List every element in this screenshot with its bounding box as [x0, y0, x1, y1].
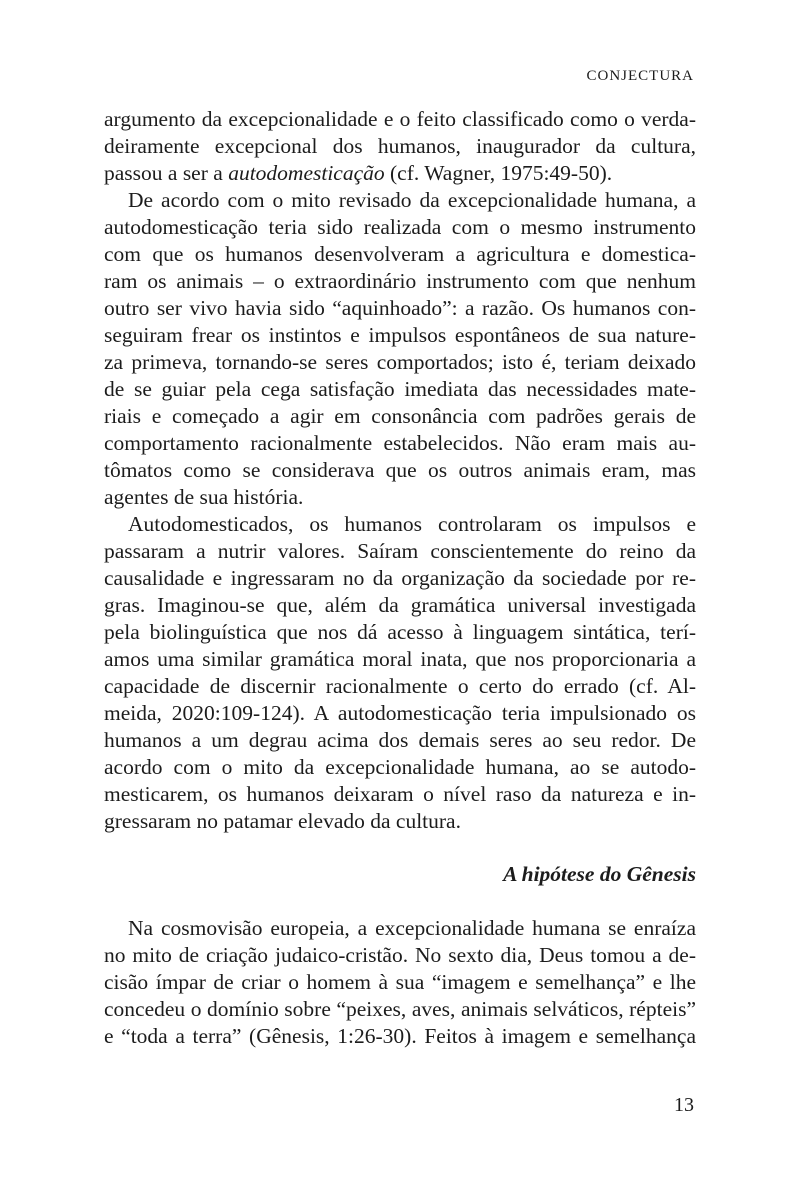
- text-line: autodomesticação teria sido realizada com o mesmo instrumento: [104, 215, 696, 239]
- text-line: gressaram no patamar elevado da cultura.: [104, 809, 461, 833]
- text-line: cisão ímpar de criar o homem à sua “imagem e semelhança” e lhe: [104, 970, 696, 994]
- italic-term: autodomesticação: [228, 161, 385, 185]
- section-heading: A hipótese do Gênesis: [503, 862, 696, 886]
- page-number: 13: [674, 1094, 694, 1116]
- paragraph: [104, 511, 696, 835]
- body-text: [104, 106, 696, 1050]
- text-line: tômatos como se considerava que os outros animais eram, mas: [104, 458, 696, 482]
- text-line: deiramente excepcional dos humanos, inaugurador da cultura,: [104, 134, 696, 158]
- text-line: mesticarem, os humanos deixaram o nível raso da natureza e in-: [104, 782, 696, 806]
- paragraph: [104, 106, 696, 187]
- text-line: amos uma similar gramática moral inata, que nos proporcionaria a: [104, 647, 696, 671]
- text-line: passaram a nutrir valores. Saíram conscientemente do reino da: [104, 539, 696, 563]
- paragraph: [104, 915, 696, 1050]
- text-line: agentes de sua história.: [104, 485, 304, 509]
- text-line: capacidade de discernir racionalmente o certo do errado (cf. Al-: [104, 674, 696, 698]
- text-line: no mito de criação judaico-cristão. No sexto dia, Deus tomou a de-: [104, 943, 696, 967]
- text-line: Autodomesticados, os humanos controlaram os impulsos e: [128, 512, 696, 536]
- text-line: causalidade e ingressaram no da organização da sociedade por re-: [104, 566, 696, 590]
- running-head: CONJECTURA: [586, 68, 694, 84]
- text-line: za primeva, tornando-se seres comportados; isto é, teriam deixado: [104, 350, 696, 374]
- text-line: outro ser vivo havia sido “aquinhoado”: a razão. Os humanos con-: [104, 296, 696, 320]
- text-line: Na cosmovisão europeia, a excepcionalidade humana se enraíza: [128, 916, 696, 940]
- text-line: meida, 2020:109-124). A autodomesticação teria impulsionado os: [104, 701, 696, 725]
- text-line: riais e começado a agir em consonância com padrões gerais de: [104, 404, 696, 428]
- text-line: humanos a um degrau acima dos demais seres ao seu redor. De: [104, 728, 696, 752]
- text-line: seguiram frear os instintos e impulsos espontâneos de sua nature-: [104, 323, 696, 347]
- text-line: comportamento racionalmente estabelecidos. Não eram mais au-: [104, 431, 696, 455]
- paragraph: [104, 187, 696, 511]
- text-line: pela biolinguística que nos dá acesso à linguagem sintática, terí-: [104, 620, 696, 644]
- text-line: De acordo com o mito revisado da excepcionalidade humana, a: [128, 188, 696, 212]
- text-line: ram os animais – o extraordinário instrumento com que nenhum: [104, 269, 696, 293]
- text-line: e “toda a terra” (Gênesis, 1:26-30). Feitos à imagem e semelhança: [104, 1024, 696, 1048]
- text-line: com que os humanos desenvolveram a agricultura e domestica-: [104, 242, 696, 266]
- text-line: gras. Imaginou-se que, além da gramática universal investigada: [104, 593, 696, 617]
- text-line: concedeu o domínio sobre “peixes, aves, animais selváticos, répteis”: [104, 997, 696, 1021]
- text-line: de se guiar pela cega satisfação imediata das necessidades mate-: [104, 377, 696, 401]
- text-line: argumento da excepcionalidade e o feito classificado como o verda-: [104, 107, 696, 131]
- text-line: passou a ser a autodomesticação (cf. Wagner, 1975:49-50).: [104, 161, 613, 185]
- text-line: acordo com o mito da excepcionalidade humana, ao se autodo-: [104, 755, 696, 779]
